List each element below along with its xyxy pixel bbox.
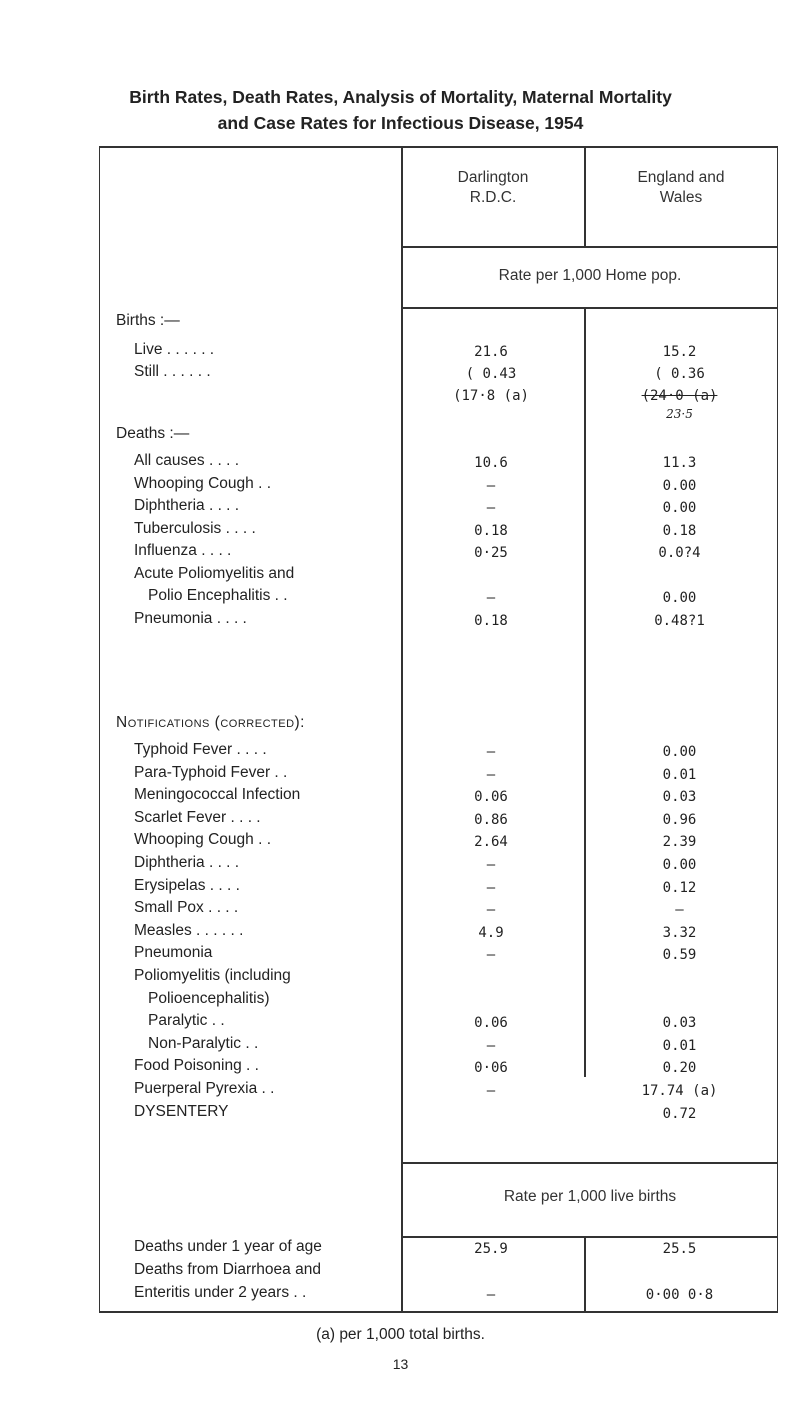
col2-line1: England and bbox=[637, 169, 725, 186]
row-value-national: 2.39 bbox=[662, 834, 697, 851]
row-value-national: 15.2 bbox=[662, 344, 697, 360]
row-label: Diphtheria . . . . bbox=[134, 497, 240, 514]
row-label: Polioencephalitis) bbox=[148, 989, 270, 1007]
row-label: Polio Encephalitis . . bbox=[148, 587, 288, 604]
row-label: Deaths from Diarrhoea and bbox=[134, 1261, 321, 1278]
row-label: Para-Typhoid Fever . . bbox=[134, 763, 288, 781]
row-label: Pneumonia . . . . bbox=[134, 609, 247, 627]
row-label: DYSENTERY bbox=[134, 1102, 229, 1120]
row-label: Pneumonia bbox=[134, 944, 213, 962]
row-value-local: 0·25 bbox=[474, 545, 508, 561]
row-label: Live . . . . . . bbox=[134, 341, 215, 358]
row-value-national: 0.01 bbox=[662, 1037, 697, 1054]
row-value-local: 2.64 bbox=[474, 834, 508, 851]
row-label: Food Poisoning . . bbox=[134, 1057, 259, 1075]
row-value-national: 0.96 bbox=[662, 811, 697, 828]
row-value-local: — bbox=[486, 879, 496, 896]
row-value-national: 0.00 bbox=[662, 477, 697, 494]
header-rule-2 bbox=[401, 307, 778, 309]
row-label: Diphtheria . . . . bbox=[134, 854, 240, 871]
deaths-heading: Deaths :— bbox=[116, 425, 190, 442]
row-value-national: 0·00 0·8 bbox=[645, 1287, 714, 1303]
births-heading: Births :— bbox=[116, 312, 180, 329]
row-value-national: 3.32 bbox=[662, 924, 697, 941]
row-value-local: — bbox=[486, 744, 496, 760]
row-value-national: 0.00 bbox=[662, 857, 697, 873]
row-label: Erysipelas . . . . bbox=[134, 876, 240, 894]
row-value-local: 0.06 bbox=[474, 789, 508, 806]
row-label: All causes . . . . bbox=[134, 452, 240, 469]
row-value-national: 0.00 bbox=[662, 590, 697, 606]
row-label: Whooping Cough . . bbox=[134, 831, 272, 849]
row-value-local: 0.18 bbox=[474, 522, 508, 539]
row-value-local: — bbox=[486, 590, 496, 606]
rate-header-live-births: Rate per 1,000 live births bbox=[503, 1188, 677, 1205]
row-value-national: 0.00 bbox=[662, 500, 697, 516]
row-label: Still . . . . . . bbox=[134, 363, 211, 380]
row-value-national: 0.18 bbox=[662, 522, 697, 539]
row-value-national: 0.48?1 bbox=[654, 612, 705, 629]
row-value-national: 0.00 bbox=[662, 744, 697, 760]
handwritten-correction: 23·5 bbox=[666, 407, 693, 421]
row-label: Enteritis under 2 years . . bbox=[134, 1284, 307, 1301]
row-label: Non-Paralytic . . bbox=[148, 1034, 259, 1052]
divider-left bbox=[401, 146, 403, 1313]
row-value-national: 0.20 bbox=[662, 1060, 697, 1077]
row-label: Puerperal Pyrexia . . bbox=[134, 1080, 275, 1097]
infant-rule-2 bbox=[401, 1236, 778, 1238]
row-label: Poliomyelitis (including bbox=[134, 967, 291, 984]
row-value-national: 0.03 bbox=[662, 789, 697, 806]
row-value-local: 25.9 bbox=[474, 1241, 508, 1257]
row-label: Tuberculosis . . . . bbox=[134, 519, 256, 537]
row-value-local: 10.6 bbox=[474, 455, 508, 471]
row-value-local: 4.9 bbox=[478, 924, 504, 941]
row-value-national: 11.3 bbox=[662, 455, 697, 471]
row-value-local: ( 0.43 bbox=[465, 366, 517, 382]
row-value-local: — bbox=[486, 1037, 496, 1054]
page-number: 13 bbox=[392, 1356, 409, 1372]
row-value-national: 0.59 bbox=[662, 947, 697, 964]
row-value-national: 0.03 bbox=[662, 1015, 697, 1032]
row-label: Paralytic . . bbox=[148, 1012, 225, 1030]
rate-header-home-pop: Rate per 1,000 Home pop. bbox=[498, 267, 682, 284]
row-value-local: 0.18 bbox=[474, 612, 508, 629]
row-label: Scarlet Fever . . . . bbox=[134, 808, 261, 826]
page-title-line2: and Case Rates for Infectious Disease, 1954 bbox=[217, 113, 584, 133]
notifications-heading: Notifications (corrected): bbox=[116, 714, 305, 731]
row-value-local: — bbox=[486, 857, 496, 873]
row-label: Influenza . . . . bbox=[134, 542, 232, 559]
page-title-line1: Birth Rates, Death Rates, Analysis of Mortality, Maternal Mortality bbox=[129, 87, 672, 107]
col-header-darlington bbox=[402, 168, 584, 208]
still-total-national: (24·0 (a) bbox=[641, 388, 718, 404]
col2-line2: Wales bbox=[659, 189, 703, 206]
col1-line1: Darlington bbox=[457, 169, 529, 186]
col-header-england bbox=[585, 168, 777, 208]
row-value-national: 0.0?4 bbox=[658, 545, 701, 561]
row-value-local: — bbox=[486, 500, 496, 516]
col1-line2: R.D.C. bbox=[469, 189, 517, 206]
row-value-national: ( 0.36 bbox=[654, 366, 705, 382]
row-label: Typhoid Fever . . . . bbox=[134, 741, 267, 758]
row-value-local: — bbox=[486, 766, 496, 783]
row-value-local: — bbox=[486, 1287, 496, 1303]
row-value-national: — bbox=[675, 902, 684, 919]
still-total-local: (17·8 (a) bbox=[453, 388, 529, 404]
row-value-national: 0.12 bbox=[662, 879, 697, 896]
row-value-local: 21.6 bbox=[474, 344, 508, 360]
header-rule-1 bbox=[401, 246, 778, 248]
infant-rule-1 bbox=[401, 1162, 778, 1164]
row-value-local: — bbox=[486, 947, 496, 964]
row-label: Meningococcal Infection bbox=[134, 786, 301, 804]
row-value-local: — bbox=[486, 477, 496, 494]
row-value-national: 0.72 bbox=[662, 1105, 697, 1122]
row-label: Whooping Cough . . bbox=[134, 474, 272, 492]
row-value-national: 17.74 (a) bbox=[641, 1083, 718, 1099]
footnote: (a) per 1,000 total births. bbox=[316, 1326, 485, 1343]
row-value-local: 0.06 bbox=[474, 1015, 508, 1032]
row-value-local: — bbox=[486, 1083, 496, 1099]
row-value-local: 0·06 bbox=[474, 1060, 508, 1077]
row-value-local: 0.86 bbox=[474, 811, 508, 828]
row-label: Small Pox . . . . bbox=[134, 899, 239, 917]
row-label: Measles . . . . . . bbox=[134, 921, 244, 939]
row-value-national: 25.5 bbox=[662, 1241, 697, 1257]
row-label: Acute Poliomyelitis and bbox=[134, 564, 295, 582]
row-value-local: — bbox=[486, 902, 496, 919]
row-value-national: 0.01 bbox=[662, 766, 697, 783]
row-label: Deaths under 1 year of age bbox=[134, 1238, 322, 1255]
